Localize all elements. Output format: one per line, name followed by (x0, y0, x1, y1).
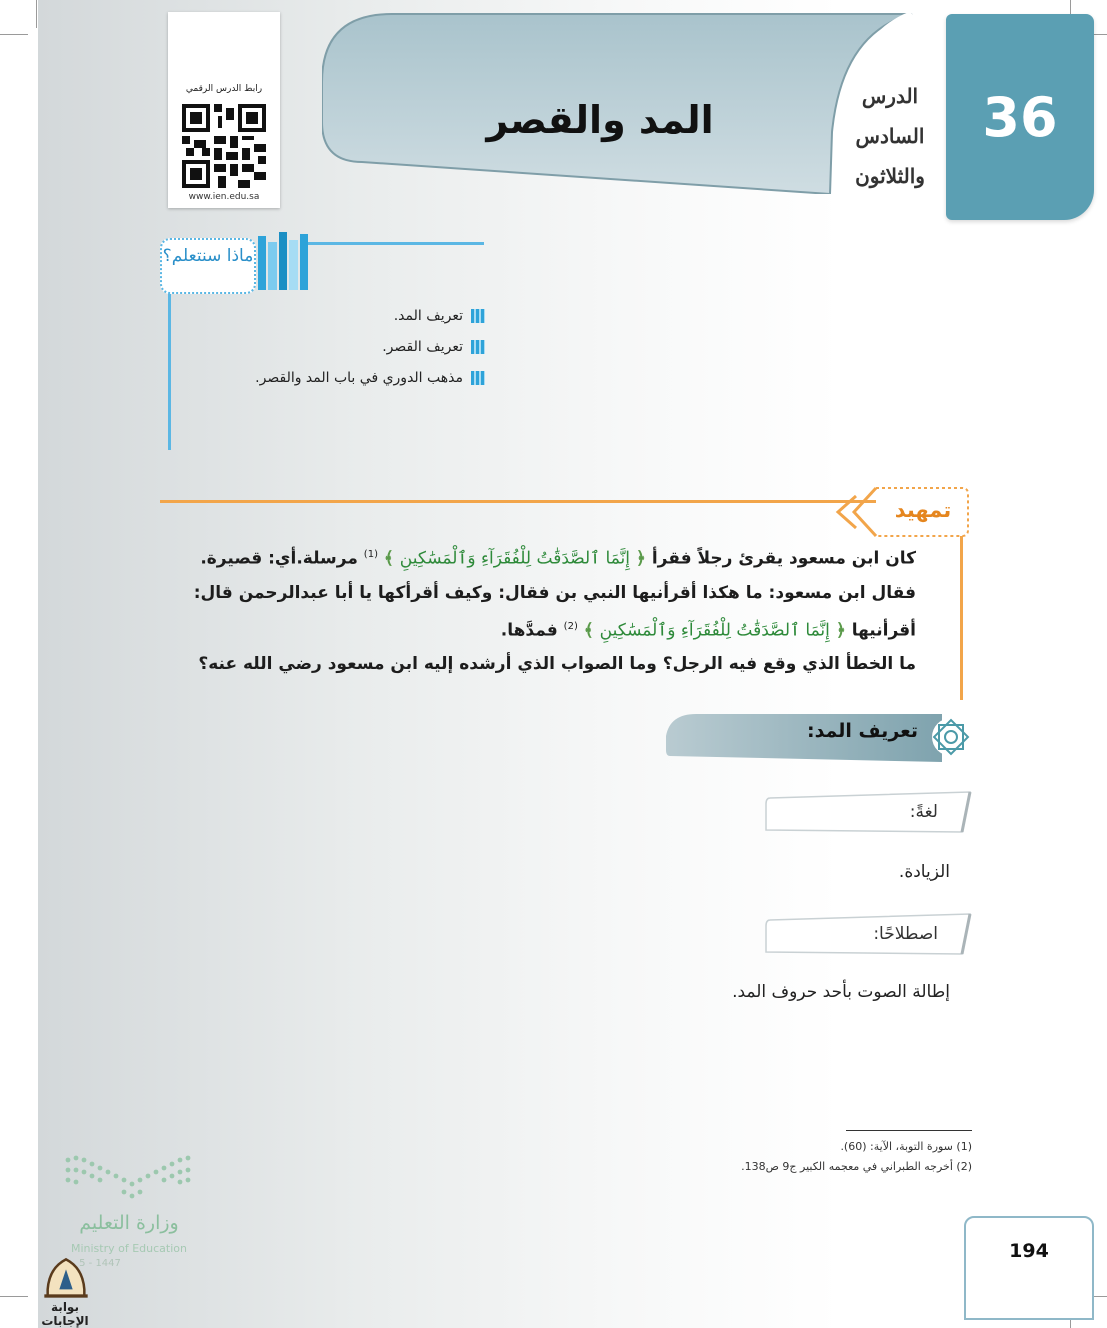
verse-ornament: ﴾ (383, 548, 394, 569)
istilah-label: اصطلاحًا: (873, 924, 938, 944)
footnote-ref[interactable]: (1) (363, 549, 378, 560)
qr-label: رابط الدرس الرقمي (185, 84, 263, 94)
verse-ornament: ﴾ (583, 620, 594, 641)
intro-label-box (826, 484, 970, 540)
crop-mark (36, 0, 37, 28)
page-title: المد والقصر (486, 98, 714, 142)
page-number: 194 (1009, 1240, 1049, 1262)
intro-line-2: فقال ابن مسعود: ما هكذا أقرأنيها النبي بن فقال: وكيف أقرأكها يا أبا عبدالرحمن قال: (193, 582, 916, 603)
ministry-name-arabic: وزارة التعليم (79, 1212, 179, 1234)
intro-question: ما الخطأ الذي وقع فيه الرجل؟ وما الصواب الذي أرشده إليه ابن مسعود رضي الله عنه؟ (198, 654, 916, 675)
ministry-name-english: Ministry of Education (70, 1242, 187, 1255)
qr-card[interactable] (168, 12, 280, 208)
objective-text: مذهب الدوري في باب المد والقصر. (255, 370, 463, 386)
crop-mark (0, 34, 28, 35)
verse-ornament: ﴿ (635, 548, 646, 569)
learn-label: ماذا سنتعلم؟ (160, 238, 256, 294)
crop-mark (0, 1296, 28, 1297)
verse-ornament: ﴿ (835, 620, 846, 641)
quran-verse: إِنَّمَا ٱلصَّدَقَٰتُ لِلْفُقَرَآءِ وَٱلْمَسَٰكِينِ (399, 548, 630, 569)
intro-text: فمدَّها. (500, 620, 558, 641)
istilah-text: إطالة الصوت بأحد حروف المد. (732, 982, 950, 1002)
footnote: (2) أخرجه الطبراني في معجمه الكبير ج9 ص138. (741, 1160, 972, 1173)
lesson-word: الدرس السادس والثلاثون (855, 84, 925, 188)
watermark-logo-icon (30, 1256, 102, 1306)
learn-side-line (168, 294, 171, 450)
intro-label: تمهيد (894, 498, 952, 522)
learn-divider (306, 242, 484, 245)
lugha-label: لغةً: (909, 802, 938, 822)
section-title: تعريف المد: (806, 720, 918, 742)
lesson-url[interactable]: www.ien.edu.sa (188, 192, 260, 202)
ministry-logo-icon (60, 1150, 200, 1210)
lugha-text: الزيادة. (898, 862, 950, 882)
objective-item (382, 339, 485, 355)
qr-code-icon[interactable] (182, 104, 266, 188)
bullet-icon (471, 340, 485, 354)
intro-side-line (960, 530, 963, 700)
objective-text: تعريف القصر. (382, 339, 463, 355)
bullet-icon (471, 371, 485, 385)
intro-text: مرسلة.أي: قصيرة. (200, 548, 358, 569)
objective-item (255, 370, 485, 386)
intro-text: أقرأنيها (851, 620, 916, 641)
bullet-icon (471, 309, 485, 323)
lesson-number: 36 (982, 85, 1058, 149)
intro-paragraph (164, 538, 916, 681)
books-icon (256, 232, 310, 290)
intro-line-1 (164, 538, 916, 576)
objective-item (394, 308, 485, 324)
footnote-rule (846, 1130, 972, 1131)
watermark-text: بوابة الإجابات (41, 1300, 89, 1328)
page-number-box (964, 1216, 1094, 1320)
lesson-number-badge (946, 14, 1094, 220)
intro-text: كان ابن مسعود يقرئ رجلاً فقرأ (651, 548, 916, 569)
ministry-year: 5 - 1447 (79, 1258, 121, 1269)
star-ornament-icon (930, 716, 972, 758)
objective-text: تعريف المد. (393, 308, 463, 324)
footnote: (1) سورة التوبة، الآية: (60). (840, 1140, 972, 1153)
quran-verse: إِنَّمَا ٱلصَّدَقَٰتُ لِلْفُقَرَآءِ وَٱلْمَسَٰكِينِ (599, 620, 830, 641)
intro-line-3 (164, 610, 916, 648)
footnote-ref[interactable]: (2) (563, 620, 578, 632)
